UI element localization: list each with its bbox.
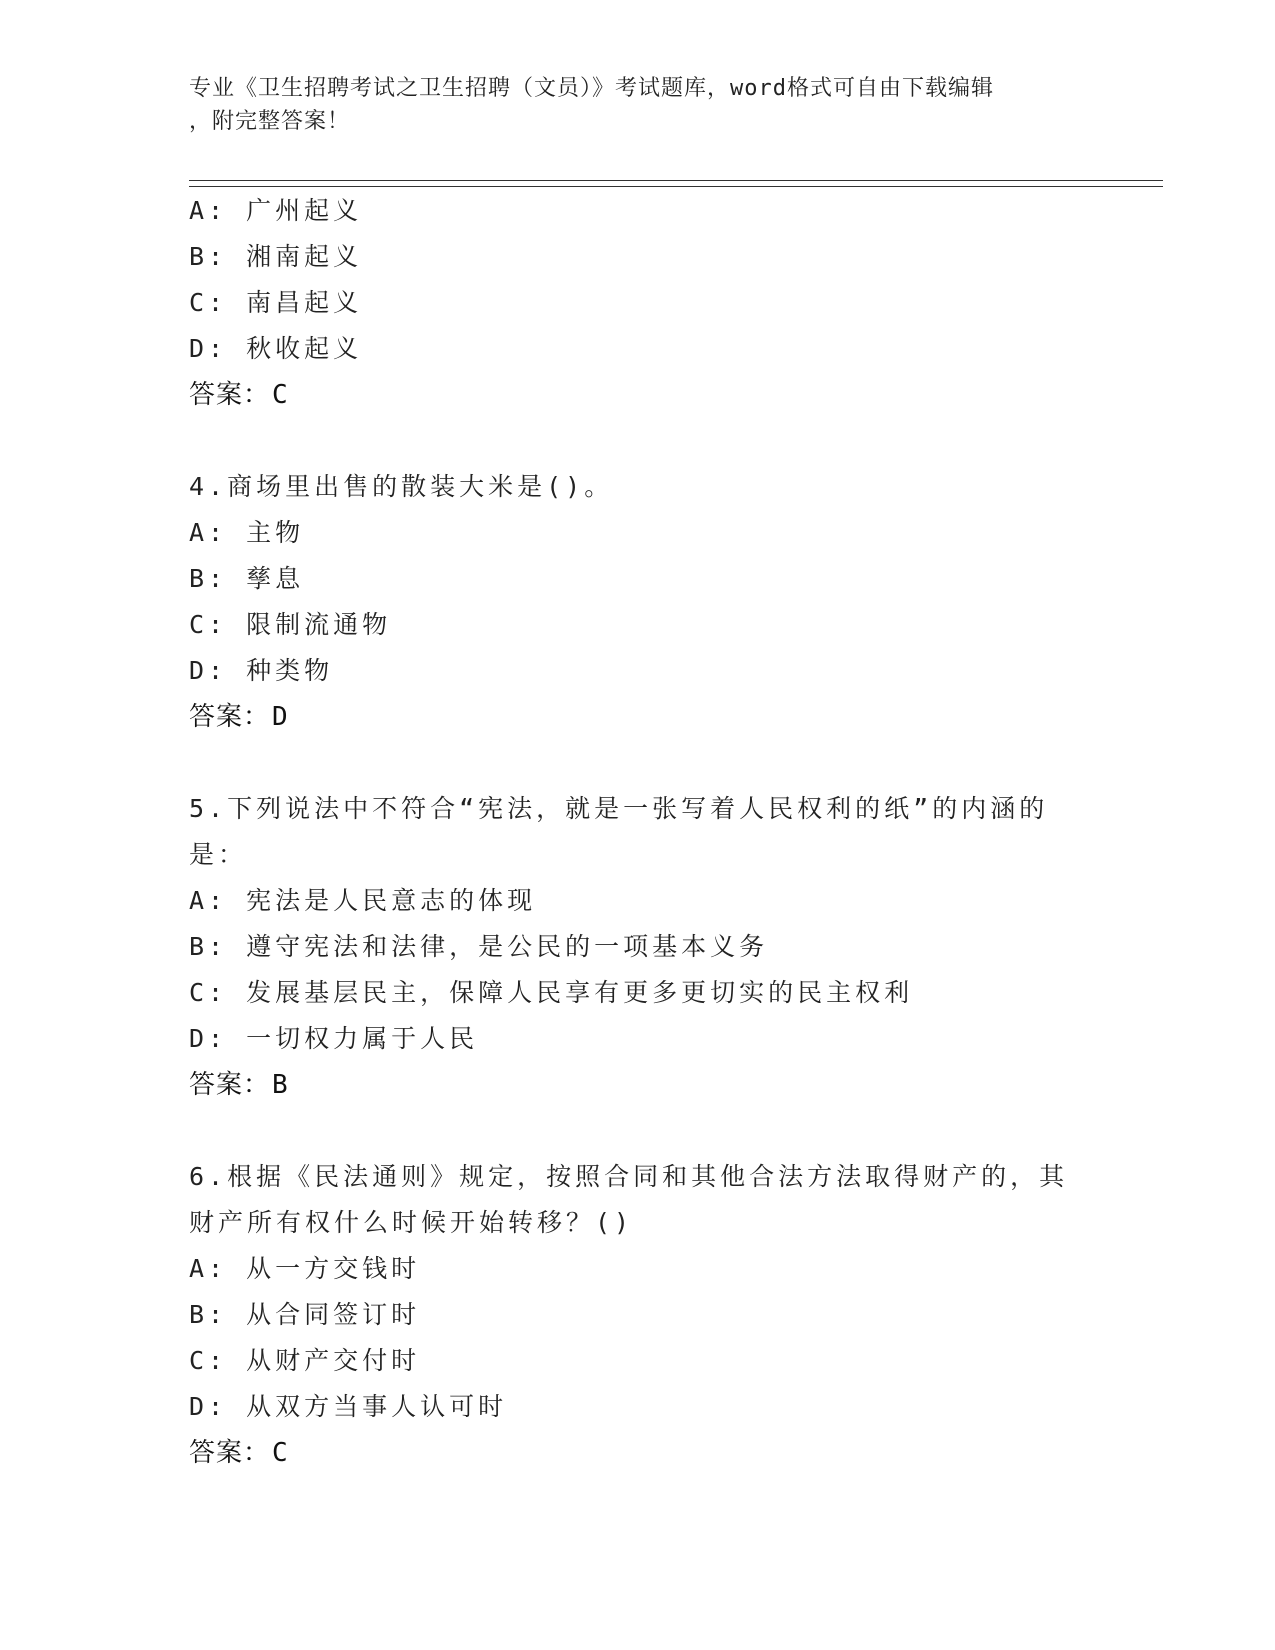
question-3 (189, 188, 1089, 418)
option-a: A: 主物 (189, 518, 305, 547)
question-stem-line-1: 5.下列说法中不符合“宪法，就是一张写着人民权利的纸”的内涵的 (189, 794, 1049, 823)
option-a: A: 宪法是人民意志的体现 (189, 886, 537, 915)
option-c: C: 南昌起义 (189, 288, 363, 317)
question-5 (189, 786, 1089, 1108)
answer-line (189, 372, 1089, 418)
option-b: B: 从合同签订时 (189, 1300, 421, 1329)
answer-value: D (272, 702, 289, 732)
option-d: D: 秋收起义 (189, 334, 363, 363)
header-line-2: ，附完整答案！ (189, 109, 351, 134)
question-6 (189, 1154, 1089, 1476)
question-stem: 4.商场里出售的散装大米是()。 (189, 472, 614, 501)
header-divider-top (189, 180, 1163, 181)
question-stem-line-2: 是： (189, 840, 248, 869)
question-stem-line-2: 财产所有权什么时候开始转移？() (189, 1208, 634, 1237)
option-c: C: 从财产交付时 (189, 1346, 421, 1375)
answer-label: 答案： (189, 1438, 271, 1468)
option-a: A: 广州起义 (189, 196, 363, 225)
answer-line (189, 1062, 1089, 1108)
document-header (189, 72, 1089, 138)
answer-value: C (272, 380, 289, 410)
option-c: C: 发展基层民主，保障人民享有更多更切实的民主权利 (189, 978, 914, 1007)
option-d: D: 一切权力属于人民 (189, 1024, 479, 1053)
option-c: C: 限制流通物 (189, 610, 392, 639)
option-b: B: 湘南起义 (189, 242, 363, 271)
answer-label: 答案： (189, 380, 271, 410)
spacer (189, 418, 1089, 464)
option-d: D: 种类物 (189, 656, 334, 685)
answer-label: 答案： (189, 1070, 271, 1100)
answer-value: B (272, 1070, 289, 1100)
header-line-1: 专业《卫生招聘考试之卫生招聘（文员）》考试题库，word格式可自由下载编辑 (189, 76, 994, 101)
question-list (189, 188, 1089, 1476)
answer-value: C (272, 1438, 289, 1468)
option-b: B: 孳息 (189, 564, 305, 593)
answer-line (189, 694, 1089, 740)
option-d: D: 从双方当事人认可时 (189, 1392, 508, 1421)
question-stem-line-1: 6.根据《民法通则》规定，按照合同和其他合法方法取得财产的，其 (189, 1162, 1069, 1191)
spacer (189, 1108, 1089, 1154)
spacer (189, 740, 1089, 786)
answer-line (189, 1430, 1089, 1476)
answer-label: 答案： (189, 702, 271, 732)
option-a: A: 从一方交钱时 (189, 1254, 421, 1283)
header-divider-bottom (189, 186, 1163, 187)
option-b: B: 遵守宪法和法律，是公民的一项基本义务 (189, 932, 769, 961)
question-4 (189, 464, 1089, 740)
